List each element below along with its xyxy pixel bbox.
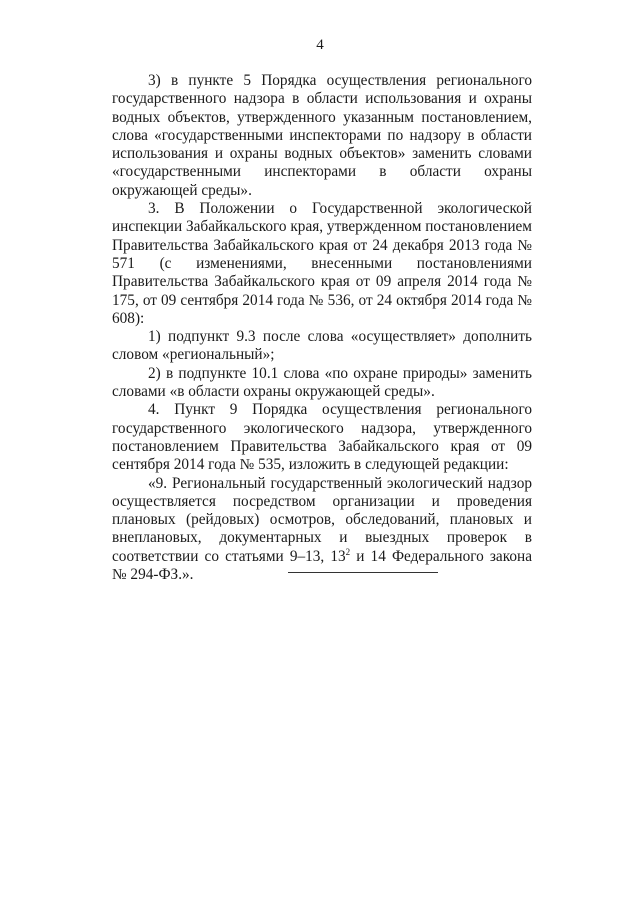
closing-divider-line bbox=[288, 572, 438, 573]
point-9-text: «9. Региональный государственный экологический надзор осуществляется посредством организации и проведения плановых (рейдовых) осмотров, обследований, плановых и внеплановых, документарных и выездных проверок в соответствии со статьями 9–13, 13 bbox=[112, 474, 532, 565]
paragraph-subitem-1: 1) подпункт 9.3 после слова «осуществляет» дополнить словом «региональный»; bbox=[112, 328, 532, 364]
paragraph-subitem-2: 2) в подпункте 10.1 слова «по охране природы» заменить словами «в области охраны окружающей среды». bbox=[112, 364, 532, 401]
paragraph-item-3-water-supervision: 3) в пункте 5 Порядка осуществления регионального государственного надзора в области использования и охраны водных объектов, утвержденного указанным постановлением, слова «государственными инспекторами по надзору в области использования и охраны водных объектов» заменить словами «государственными инспекторами в области охраны окружающей среды». bbox=[112, 72, 532, 199]
paragraph-new-edition-point-9 bbox=[112, 475, 532, 585]
paragraph-item-4: 4. Пункт 9 Порядка осуществления регионального государственного экологического надзора, утвержденного постановлением Правительства Забайкальского края от 09 сентября 2014 года № 535, изложить в следующей редакции: bbox=[112, 401, 532, 474]
point-9-text-end: и 14 Федерального закона № 294-ФЗ.». bbox=[112, 547, 532, 584]
page-number: 4 bbox=[316, 37, 324, 53]
paragraph-item-3-inspection-regulation: 3. В Положении о Государственной экологической инспекции Забайкальского края, утвержденном постановлением Правительства Забайкальского края от 24 декабря 2013 года № 571 (с изменениями, внесенными постановлениями Правительства Забайкальского края от 09 апреля 2014 года № 175, от 09 сентября 2014 года № 536, от 24 октября 2014 года № 608): bbox=[112, 200, 532, 327]
superscript-marker: 2 bbox=[345, 546, 351, 557]
document-body bbox=[112, 72, 532, 584]
